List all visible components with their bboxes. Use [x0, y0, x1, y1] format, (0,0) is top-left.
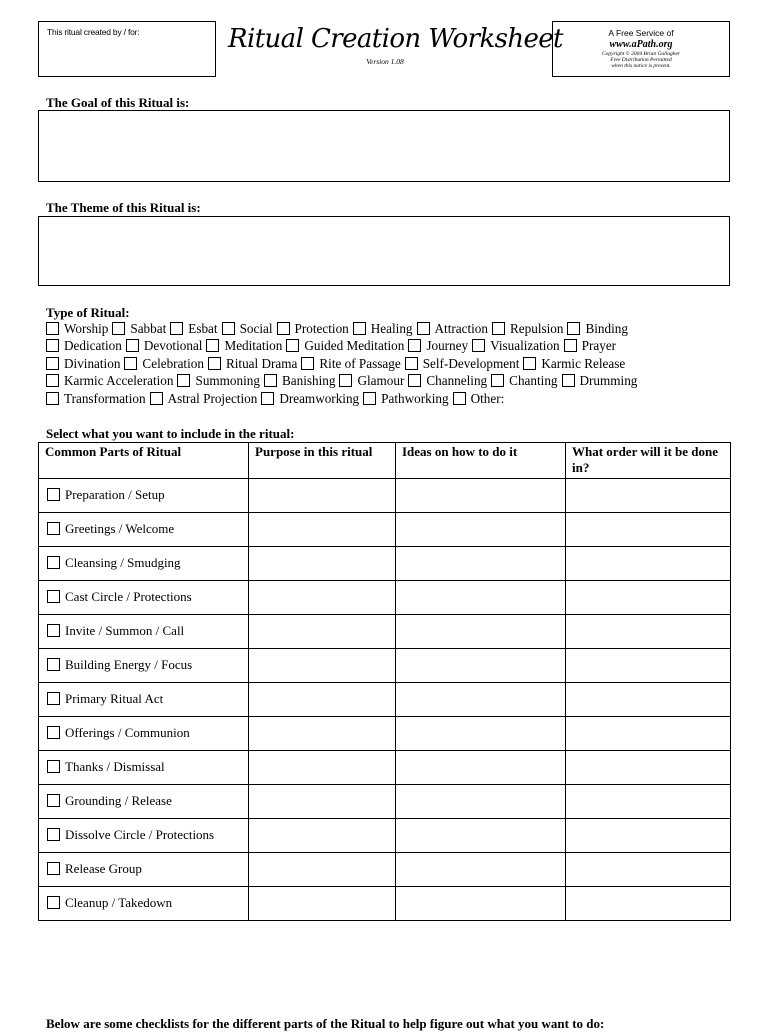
page-title: Ritual Creation Worksheet — [228, 24, 563, 54]
type-option[interactable] — [523, 356, 625, 371]
checkbox[interactable] — [562, 374, 575, 387]
checkbox[interactable] — [47, 624, 60, 637]
type-option-label: Banishing — [281, 373, 336, 388]
type-option[interactable] — [124, 356, 204, 371]
type-option-label: Binding — [585, 321, 628, 336]
entry-cell[interactable] — [249, 819, 396, 853]
type-option-label: Devotional — [143, 338, 203, 353]
type-option[interactable] — [112, 321, 166, 336]
entry-cell[interactable] — [249, 853, 396, 887]
type-option[interactable] — [453, 391, 505, 406]
part-cell — [39, 547, 249, 581]
entry-cell[interactable] — [249, 479, 396, 513]
checkbox[interactable] — [491, 374, 504, 387]
checkbox[interactable] — [286, 339, 299, 352]
type-option[interactable] — [567, 321, 628, 336]
version-label: Version 1.08 — [366, 57, 404, 66]
type-option-label: Karmic Release — [541, 356, 626, 371]
type-option[interactable] — [46, 356, 120, 371]
type-option[interactable] — [264, 373, 335, 388]
checkbox[interactable] — [208, 357, 221, 370]
type-option-label: Worship — [64, 321, 109, 336]
table-row — [39, 717, 731, 751]
type-option[interactable] — [408, 338, 468, 353]
column-header: Ideas on how to do it — [396, 443, 566, 479]
part-cell — [39, 785, 249, 819]
checkbox[interactable] — [112, 322, 125, 335]
table-row — [39, 683, 731, 717]
checkbox[interactable] — [47, 760, 60, 773]
part-cell — [39, 581, 249, 615]
footer-note: Below are some checklists for the different parts of the Ritual to help figure out what you want to do: — [46, 1016, 605, 1031]
entry-cell[interactable] — [249, 547, 396, 581]
type-option[interactable] — [564, 338, 616, 353]
checkbox[interactable] — [564, 339, 577, 352]
checkbox[interactable] — [492, 322, 505, 335]
type-option-label: Protection — [294, 321, 349, 336]
type-option-label: Dreamworking — [279, 391, 360, 406]
part-cell — [39, 853, 249, 887]
type-option-label: Drumming — [579, 373, 638, 388]
type-option-label: Social — [239, 321, 273, 336]
checkbox[interactable] — [301, 357, 314, 370]
entry-cell[interactable] — [396, 785, 566, 819]
table-row — [39, 819, 731, 853]
type-option[interactable] — [405, 356, 520, 371]
type-option-label: Self-Development — [422, 356, 520, 371]
checkbox[interactable] — [47, 896, 60, 909]
entry-cell[interactable] — [249, 513, 396, 547]
table-header-row — [39, 443, 731, 479]
type-option-label: Ritual Drama — [225, 356, 298, 371]
entry-cell[interactable] — [566, 547, 731, 581]
checkbox[interactable] — [222, 322, 235, 335]
entry-cell[interactable] — [566, 649, 731, 683]
type-option-label: Pathworking — [381, 391, 449, 406]
entry-cell[interactable] — [566, 785, 731, 819]
type-option-label: Sabbat — [130, 321, 167, 336]
type-option[interactable] — [46, 338, 122, 353]
part-cell — [39, 615, 249, 649]
part-label: Dissolve Circle / Protections — [65, 827, 215, 842]
part-label: Cleansing / Smudging — [65, 555, 181, 570]
checkbox[interactable] — [523, 357, 536, 370]
checkbox[interactable] — [46, 374, 59, 387]
type-option[interactable] — [46, 373, 173, 388]
entry-cell[interactable] — [566, 717, 731, 751]
checkbox[interactable] — [46, 392, 59, 405]
type-option[interactable] — [492, 321, 563, 336]
checkbox[interactable] — [261, 392, 274, 405]
ritual-parts-table — [38, 442, 731, 921]
checkbox[interactable] — [206, 339, 219, 352]
type-option-label: Summoning — [195, 373, 260, 388]
entry-cell[interactable] — [566, 581, 731, 615]
entry-cell[interactable] — [396, 649, 566, 683]
table-row — [39, 785, 731, 819]
type-row — [46, 320, 632, 337]
part-label: Greetings / Welcome — [65, 521, 175, 536]
entry-cell[interactable] — [396, 717, 566, 751]
type-option-label: Esbat — [188, 321, 218, 336]
goal-field[interactable] — [38, 110, 730, 182]
entry-cell[interactable] — [396, 751, 566, 785]
checkbox[interactable] — [408, 374, 421, 387]
entry-cell[interactable] — [396, 683, 566, 717]
type-option-label: Transformation — [64, 391, 146, 406]
part-label: Grounding / Release — [65, 793, 172, 808]
type-row — [46, 337, 620, 354]
checkbox[interactable] — [47, 828, 60, 841]
type-option[interactable] — [408, 373, 487, 388]
type-option[interactable] — [46, 391, 146, 406]
entry-cell[interactable] — [566, 479, 731, 513]
type-row — [46, 372, 641, 389]
part-label: Invite / Summon / Call — [65, 623, 185, 638]
entry-cell[interactable] — [396, 887, 566, 921]
type-option-label: Prayer — [581, 338, 617, 353]
checkbox[interactable] — [47, 692, 60, 705]
type-option[interactable] — [208, 356, 297, 371]
distribution-text: Free Distribution Permitted — [610, 57, 672, 63]
entry-cell[interactable] — [249, 581, 396, 615]
checkbox[interactable] — [363, 392, 376, 405]
entry-cell[interactable] — [396, 819, 566, 853]
type-row — [46, 390, 508, 407]
type-option[interactable] — [222, 321, 273, 336]
checkbox[interactable] — [47, 794, 60, 807]
created-by-label: This ritual created by / for: — [47, 27, 140, 37]
part-cell — [39, 513, 249, 547]
type-option-label: Celebration — [142, 356, 204, 371]
type-option-label: Astral Projection — [167, 391, 258, 406]
part-cell — [39, 717, 249, 751]
table-row — [39, 649, 731, 683]
part-cell — [39, 751, 249, 785]
entry-cell[interactable] — [249, 887, 396, 921]
type-option[interactable] — [339, 373, 404, 388]
part-label: Primary Ritual Act — [65, 691, 164, 706]
type-option-label: Glamour — [357, 373, 405, 388]
part-label: Offerings / Communion — [65, 725, 190, 740]
entry-cell[interactable] — [566, 819, 731, 853]
type-option-label: Other: — [470, 391, 505, 406]
table-row — [39, 513, 731, 547]
type-option-label: Journey — [426, 338, 469, 353]
checkbox[interactable] — [177, 374, 190, 387]
type-option[interactable] — [363, 391, 448, 406]
checkbox[interactable] — [405, 357, 418, 370]
entry-cell[interactable] — [249, 751, 396, 785]
part-cell — [39, 683, 249, 717]
checkbox[interactable] — [277, 322, 290, 335]
checkbox[interactable] — [353, 322, 366, 335]
part-label: Cast Circle / Protections — [65, 589, 192, 604]
type-option-label: Guided Meditation — [304, 338, 405, 353]
type-option[interactable] — [206, 338, 282, 353]
table-row — [39, 853, 731, 887]
type-option[interactable] — [170, 321, 217, 336]
part-label: Preparation / Setup — [65, 487, 165, 502]
type-option-label: Rite of Passage — [319, 356, 401, 371]
part-label: Cleanup / Takedown — [65, 895, 173, 910]
checkbox[interactable] — [453, 392, 466, 405]
site-link[interactable]: www.aPath.org — [609, 39, 673, 50]
checkbox[interactable] — [339, 374, 352, 387]
type-option[interactable] — [261, 391, 359, 406]
type-row — [46, 355, 629, 372]
type-option[interactable] — [562, 373, 638, 388]
checkbox[interactable] — [47, 658, 60, 671]
part-label: Release Group — [65, 861, 142, 876]
checkbox[interactable] — [472, 339, 485, 352]
entry-cell[interactable] — [249, 717, 396, 751]
type-option-label: Healing — [370, 321, 413, 336]
entry-cell[interactable] — [566, 513, 731, 547]
part-label: Thanks / Dismissal — [65, 759, 165, 774]
entry-cell[interactable] — [249, 683, 396, 717]
checkbox[interactable] — [46, 357, 59, 370]
type-option[interactable] — [301, 356, 400, 371]
theme-label: The Theme of this Ritual is: — [46, 200, 201, 215]
checkbox[interactable] — [47, 726, 60, 739]
goal-label: The Goal of this Ritual is: — [46, 95, 190, 110]
type-option-label: Visualization — [490, 338, 560, 353]
part-label: Building Energy / Focus — [65, 657, 193, 672]
entry-cell[interactable] — [396, 581, 566, 615]
type-option[interactable] — [177, 373, 259, 388]
column-header: Purpose in this ritual — [249, 443, 396, 479]
entry-cell[interactable] — [249, 785, 396, 819]
entry-cell[interactable] — [249, 615, 396, 649]
checkbox[interactable] — [567, 322, 580, 335]
checkbox[interactable] — [46, 339, 59, 352]
table-row — [39, 751, 731, 785]
checkbox[interactable] — [47, 488, 60, 501]
checkbox[interactable] — [47, 522, 60, 535]
entry-cell[interactable] — [566, 615, 731, 649]
entry-cell[interactable] — [566, 683, 731, 717]
entry-cell[interactable] — [396, 479, 566, 513]
created-by-box[interactable] — [38, 21, 216, 77]
part-cell — [39, 649, 249, 683]
service-line: A Free Service of — [608, 28, 674, 38]
checkbox[interactable] — [47, 556, 60, 569]
copyright-text: Copyright © 2004 Brian Gallagher — [601, 51, 681, 57]
table-row — [39, 479, 731, 513]
column-header: What order will it be done in? — [566, 443, 731, 479]
type-option-label: Repulsion — [509, 321, 564, 336]
table-row — [39, 615, 731, 649]
type-option-label: Attraction — [434, 321, 488, 336]
entry-cell[interactable] — [396, 513, 566, 547]
type-option[interactable] — [150, 391, 258, 406]
type-option[interactable] — [46, 321, 108, 336]
table-row — [39, 547, 731, 581]
type-option[interactable] — [126, 338, 203, 353]
table-row — [39, 581, 731, 615]
entry-cell[interactable] — [396, 853, 566, 887]
checkbox[interactable] — [264, 374, 277, 387]
checkbox[interactable] — [417, 322, 430, 335]
checkbox[interactable] — [150, 392, 163, 405]
checkbox[interactable] — [170, 322, 183, 335]
type-option-label: Divination — [64, 356, 121, 371]
checkbox[interactable] — [408, 339, 421, 352]
type-option[interactable] — [353, 321, 413, 336]
entry-cell[interactable] — [396, 547, 566, 581]
type-option-label: Channeling — [426, 373, 488, 388]
type-option[interactable] — [491, 373, 557, 388]
checkbox[interactable] — [124, 357, 137, 370]
part-cell — [39, 887, 249, 921]
checkbox[interactable] — [47, 862, 60, 875]
notice-text: when this notice is present. — [611, 63, 671, 69]
type-option[interactable] — [277, 321, 349, 336]
checkbox[interactable] — [46, 322, 59, 335]
entry-cell[interactable] — [566, 887, 731, 921]
entry-cell[interactable] — [566, 751, 731, 785]
column-header: Common Parts of Ritual — [39, 443, 249, 479]
part-cell — [39, 819, 249, 853]
type-option[interactable] — [472, 338, 560, 353]
part-cell — [39, 479, 249, 513]
type-option[interactable] — [417, 321, 488, 336]
table-row — [39, 887, 731, 921]
type-option-label: Karmic Acceleration — [64, 373, 174, 388]
type-option-label: Dedication — [64, 338, 122, 353]
theme-field[interactable] — [38, 216, 730, 286]
checkbox[interactable] — [126, 339, 139, 352]
entry-cell[interactable] — [396, 615, 566, 649]
type-of-ritual-label: Type of Ritual: — [46, 305, 130, 320]
type-option-label: Meditation — [224, 338, 283, 353]
entry-cell[interactable] — [249, 649, 396, 683]
parts-label: Select what you want to include in the ritual: — [46, 426, 295, 441]
entry-cell[interactable] — [566, 853, 731, 887]
type-option[interactable] — [286, 338, 404, 353]
checkbox[interactable] — [47, 590, 60, 603]
type-option-label: Chanting — [509, 373, 558, 388]
service-box — [552, 21, 730, 77]
